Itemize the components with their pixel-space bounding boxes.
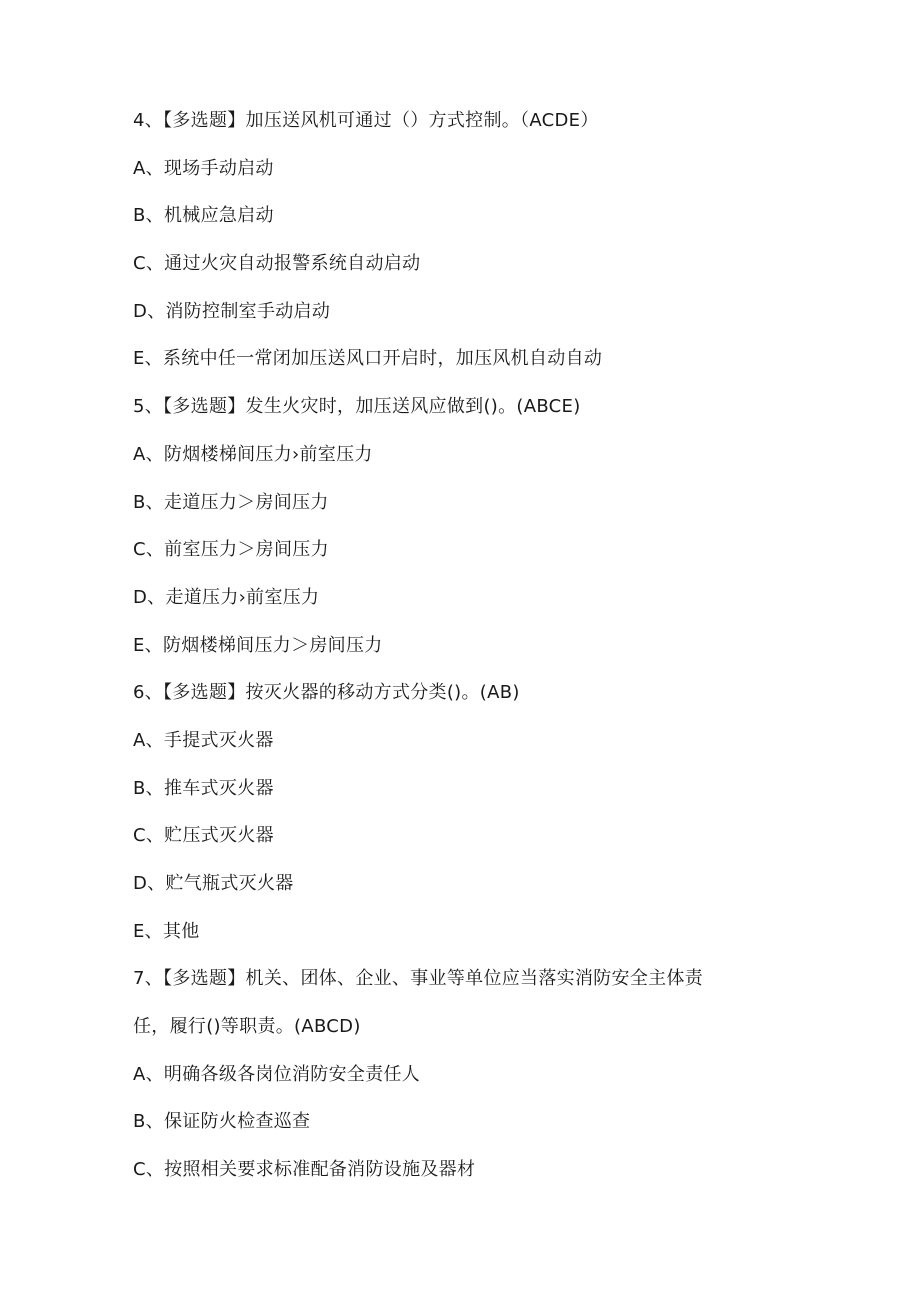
question-5-option-a: A、防烟楼梯间压力›前室压力 xyxy=(133,443,373,465)
question-4-option-d: D、消防控制室手动启动 xyxy=(133,300,331,322)
question-5-option-e: E、防烟楼梯间压力＞房间压力 xyxy=(133,634,383,656)
question-7-stem-line-2: 任，履行()等职责。(ABCD) xyxy=(133,1016,361,1038)
question-6-option-e: E、其他 xyxy=(133,920,200,942)
question-7-option-b: B、保证防火检查巡查 xyxy=(133,1111,311,1133)
question-6-option-c: C、贮压式灭火器 xyxy=(133,825,274,847)
question-4-option-b: B、机械应急启动 xyxy=(133,205,274,227)
question-5-option-d: D、走道压力›前室压力 xyxy=(133,586,320,608)
question-4-option-e: E、系统中任一常闭加压送风口开启时，加压风机自动自动 xyxy=(133,348,603,370)
question-7-option-c: C、按照相关要求标准配备消防设施及器材 xyxy=(133,1159,476,1181)
question-6-option-a: A、手提式灭火器 xyxy=(133,729,274,751)
question-4-option-c: C、通过火灾自动报警系统自动启动 xyxy=(133,253,421,275)
question-4-stem: 4、【多选题】加压送风机可通过（）方式控制。（ACDE） xyxy=(133,110,599,131)
question-4-option-a: A、现场手动启动 xyxy=(133,157,274,179)
question-6-stem: 6、【多选题】按灭火器的移动方式分类()。(AB) xyxy=(133,682,520,704)
question-6-option-b: B、推车式灭火器 xyxy=(133,777,274,799)
question-5-option-c: C、前室压力＞房间压力 xyxy=(133,539,329,561)
question-6-option-d: D、贮气瓶式灭火器 xyxy=(133,873,294,894)
question-7-option-a: A、明确各级各岗位消防安全责任人 xyxy=(133,1063,421,1085)
question-5-stem: 5、【多选题】发生火灾时，加压送风应做到()。(ABCE) xyxy=(133,396,581,418)
question-5-option-b: B、走道压力＞房间压力 xyxy=(133,491,329,513)
question-7-stem-line-1: 7、【多选题】机关、团体、企业、事业等单位应当落实消防安全主体责 xyxy=(133,968,704,990)
question-list xyxy=(133,97,793,1194)
